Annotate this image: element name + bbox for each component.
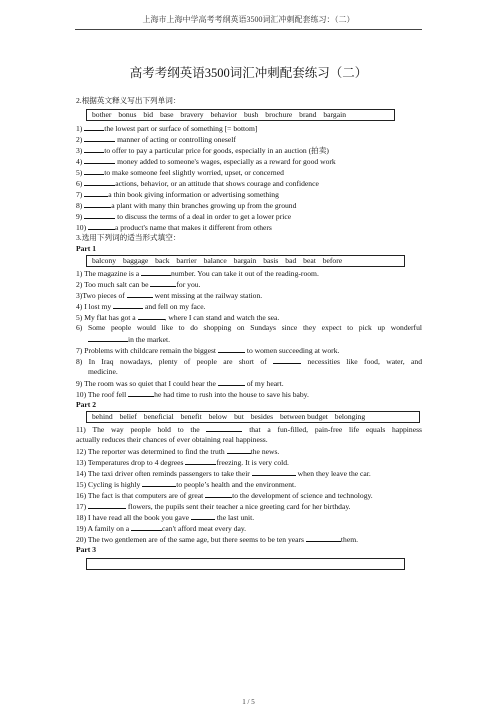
answer-blank[interactable] bbox=[142, 479, 176, 487]
word-box-3 bbox=[86, 411, 420, 423]
word-box-3-item: benefit bbox=[180, 412, 202, 421]
definition-2: 2) manner of acting or controlling oneself bbox=[76, 135, 236, 144]
word-box-1-item: bargain bbox=[323, 110, 347, 119]
sentence-8-cont: medicine. bbox=[88, 367, 118, 376]
answer-blank[interactable] bbox=[206, 424, 242, 432]
sentence-4: 4) I lost my and fell on my face. bbox=[76, 302, 206, 311]
sentence-16: 16) The fact is that computers are of great to the development of science and technology. bbox=[76, 491, 373, 500]
answer-blank[interactable] bbox=[84, 123, 104, 131]
part1-label: Part 1 bbox=[76, 244, 97, 253]
definition-8: 8) a plant with many thin branches growing up from the ground bbox=[76, 201, 297, 210]
sentence-11-cont: actually reduces their chances of ever obtaining real happiness. bbox=[76, 435, 268, 444]
answer-blank[interactable] bbox=[84, 145, 104, 153]
sentence-12: 12) The reporter was determined to find the truth the news. bbox=[76, 447, 280, 456]
sentence-7: 7) Problems with childcare remain the biggest to women succeeding at work. bbox=[76, 346, 340, 355]
sentence-14: 14) The taxi driver often reminds passengers to take their when they leave the car. bbox=[76, 469, 371, 478]
header-divider bbox=[75, 29, 422, 30]
answer-blank[interactable] bbox=[88, 222, 115, 230]
answer-blank[interactable] bbox=[131, 523, 162, 531]
answer-blank[interactable] bbox=[138, 312, 165, 320]
word-box-2-item: back bbox=[155, 256, 170, 265]
sentence-15: 15) Cycling is highly to people’s health and the environment. bbox=[76, 480, 297, 489]
sentence-18: 18) I have read all the book you gave the last unit. bbox=[76, 513, 255, 522]
answer-blank[interactable] bbox=[218, 345, 245, 353]
word-box-2-item: bad bbox=[285, 256, 297, 265]
word-box-1-item: behavior bbox=[210, 110, 238, 119]
sentence-5: 5) My flat has got a , where I can stand and watch the sea. bbox=[76, 313, 280, 322]
page-number: 1 / 5 bbox=[242, 698, 255, 706]
word-box-1 bbox=[86, 109, 395, 121]
section3-heading: 3.选用下列词的适当形式填空： bbox=[76, 233, 181, 242]
definition-1: 1) the lowest part or surface of something [= bottom] bbox=[76, 124, 258, 133]
word-box-1-item: bush bbox=[244, 110, 259, 119]
answer-blank[interactable] bbox=[185, 457, 216, 465]
answer-blank[interactable] bbox=[88, 334, 128, 342]
sentence-19: 19) A family on a can't afford meat every day. bbox=[76, 524, 247, 533]
answer-blank[interactable] bbox=[273, 356, 301, 364]
word-box-2-item: barrier bbox=[176, 256, 197, 265]
word-box-2-item: beat bbox=[303, 256, 316, 265]
answer-blank[interactable] bbox=[84, 189, 108, 197]
word-box-2-item: basis bbox=[263, 256, 279, 265]
sentence-8: 8) In Iraq nowadays, plenty of people are short of necessities like food, water, and bbox=[76, 357, 422, 366]
answer-blank[interactable] bbox=[205, 490, 232, 498]
definition-10: 10) a product's name that makes it different from others bbox=[76, 223, 272, 232]
sentence-2: 2) Too much salt can be for you. bbox=[76, 280, 201, 289]
sentence-6: 6) Some people would like to do shopping on Sundays since they expect to pick up wonderful bbox=[76, 323, 422, 332]
definition-9: 9) to discuss the terms of a deal in order to get a lower price bbox=[76, 212, 292, 221]
word-box-1-item: base bbox=[160, 110, 174, 119]
sentence-10: 10) The roof fell he had time to rush into the house to save his baby. bbox=[76, 390, 309, 399]
word-box-3-item: between budget bbox=[279, 412, 328, 421]
sentence-9: 9) The room was so quiet that I could hear the of my heart. bbox=[76, 379, 284, 388]
answer-blank[interactable] bbox=[127, 290, 153, 298]
answer-blank[interactable] bbox=[84, 211, 115, 219]
word-box-3-item: belief bbox=[119, 412, 137, 421]
word-box-1-item: brand bbox=[299, 110, 317, 119]
sentence-11: 11) The way people hold to the that a fun-filled, pain-free life equals happiness bbox=[76, 425, 422, 434]
part2-label: Part 2 bbox=[76, 400, 97, 409]
sentence-6-cont: in the market. bbox=[88, 334, 434, 344]
word-box-2-item: balance bbox=[203, 256, 227, 265]
definition-4: 4) money added to someone's wages, especially as a reward for good work bbox=[76, 157, 336, 166]
word-box-2-item: before bbox=[322, 256, 343, 265]
word-box-2-item: bargain bbox=[233, 256, 257, 265]
word-box-3-item: besides bbox=[250, 412, 274, 421]
answer-blank[interactable] bbox=[84, 178, 115, 186]
answer-blank[interactable] bbox=[218, 378, 245, 386]
word-box-2-item: baggage bbox=[122, 256, 149, 265]
answer-blank[interactable] bbox=[88, 501, 126, 509]
answer-blank[interactable] bbox=[113, 301, 143, 309]
sentence-20: 20) The two gentlemen are of the same age, but there seems to be ten years them. bbox=[76, 535, 359, 544]
answer-blank[interactable] bbox=[84, 156, 115, 164]
word-box-2 bbox=[86, 255, 405, 267]
answer-blank[interactable] bbox=[84, 167, 104, 175]
answer-blank[interactable] bbox=[128, 389, 154, 397]
part3-label: Part 3 bbox=[76, 545, 97, 554]
answer-blank[interactable] bbox=[150, 279, 176, 287]
word-box-3-item: belonging bbox=[334, 412, 366, 421]
definition-6: 6) actions, behavior, or an attitude that shows courage and confidence bbox=[76, 179, 319, 188]
answer-blank[interactable] bbox=[227, 446, 251, 454]
word-box-2-item: balcony bbox=[92, 256, 117, 265]
word-box-1-item: brochure bbox=[265, 110, 293, 119]
page-title: 高考考纲英语3500词汇冲刺配套练习（二） bbox=[129, 66, 368, 80]
word-box-1-item: bonus bbox=[118, 110, 137, 119]
page-header: 上海市上海中学高考考纲英语3500词汇冲刺配套练习：（二） bbox=[142, 15, 355, 24]
section2-heading: 2.根据英文释义写出下列单词： bbox=[76, 96, 181, 105]
word-box-3-item: behind bbox=[92, 412, 113, 421]
word-box-1-item: bother bbox=[92, 110, 112, 119]
answer-blank[interactable] bbox=[252, 468, 296, 476]
definition-3: 3) to offer to pay a particular price for goods, especially in an auction (拍卖) bbox=[76, 146, 329, 155]
word-box-1-item: bravery bbox=[180, 110, 204, 119]
word-box-3-item: but bbox=[234, 412, 244, 421]
answer-blank[interactable] bbox=[84, 134, 115, 142]
word-box-1-item: bid bbox=[143, 110, 154, 119]
answer-blank[interactable] bbox=[84, 200, 111, 208]
definition-7: 7) a thin book giving information or advertising something bbox=[76, 190, 279, 199]
sentence-17: 17) flowers, the pupils sent their teacher a nice greeting card for her birthday. bbox=[76, 502, 351, 511]
word-box-3-item: beneficial bbox=[143, 412, 174, 421]
answer-blank[interactable] bbox=[191, 512, 215, 520]
word-box-3-item: below bbox=[208, 412, 228, 421]
sentence-3: 3)Two pieces of went missing at the railway station. bbox=[76, 291, 263, 300]
definition-5: 5) to make someone feel slightly worried, upset, or concerned bbox=[76, 168, 284, 177]
sentence-13: 13) Temperatures drop to 4 degrees freezing. It is very cold. bbox=[76, 458, 289, 467]
sentence-1: 1) The magazine is a number. You can take it out of the reading-room. bbox=[76, 269, 319, 278]
answer-blank[interactable] bbox=[306, 534, 341, 542]
answer-blank[interactable] bbox=[141, 268, 171, 276]
word-box-4 bbox=[86, 558, 405, 570]
